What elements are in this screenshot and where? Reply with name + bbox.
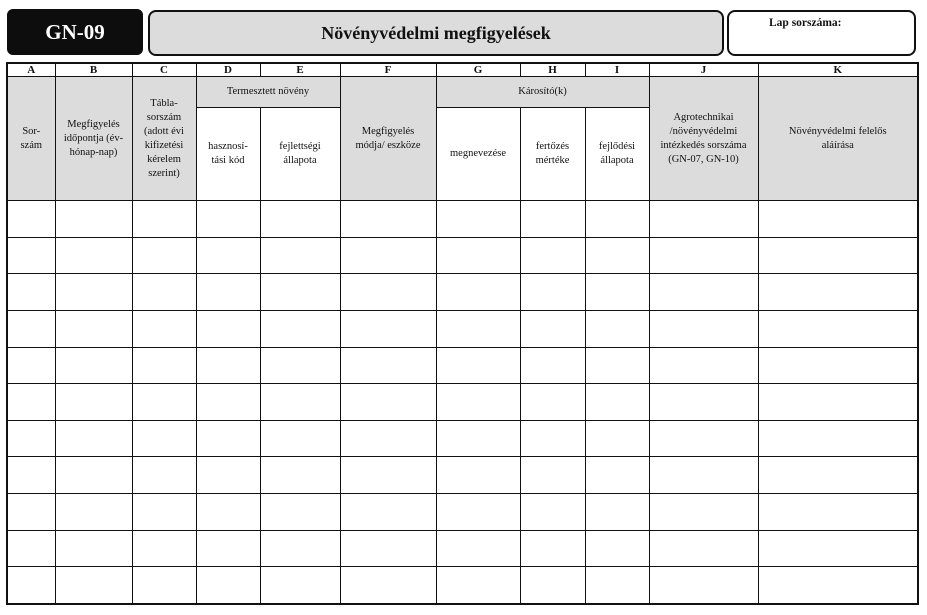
table-cell[interactable]	[520, 420, 585, 457]
table-cell[interactable]	[649, 347, 758, 384]
table-cell[interactable]	[196, 420, 260, 457]
table-cell[interactable]	[260, 420, 340, 457]
header-infection-level: fertőzés mértéke	[520, 108, 585, 201]
header-parcel-number: Tábla- sorszám (adott évi kifizetési kérelem szerint)	[132, 77, 196, 201]
table-cell[interactable]	[436, 274, 520, 311]
table-cell[interactable]	[649, 201, 758, 238]
table-cell[interactable]	[7, 274, 55, 311]
header-pest-name: megnevezése	[436, 108, 520, 201]
observations-table	[6, 62, 919, 605]
header-row-number: Sor- szám	[7, 77, 55, 201]
column-letter: B	[55, 63, 132, 77]
table-cell[interactable]	[436, 347, 520, 384]
table-cell[interactable]	[436, 494, 520, 531]
table-cell[interactable]	[649, 494, 758, 531]
table-cell[interactable]	[585, 457, 649, 494]
column-letter: G	[436, 63, 520, 77]
table-cell[interactable]	[340, 347, 436, 384]
table-cell[interactable]	[260, 201, 340, 238]
table-cell[interactable]	[758, 274, 918, 311]
table-cell[interactable]	[436, 237, 520, 274]
table-cell[interactable]	[7, 384, 55, 421]
column-letter: E	[260, 63, 340, 77]
table-cell[interactable]	[196, 384, 260, 421]
table-cell[interactable]	[260, 530, 340, 567]
table-cell[interactable]	[758, 310, 918, 347]
table-cell[interactable]	[520, 201, 585, 238]
table-cell[interactable]	[132, 494, 196, 531]
table-cell[interactable]	[55, 310, 132, 347]
table-cell[interactable]	[7, 420, 55, 457]
table-row	[7, 237, 918, 274]
table-cell[interactable]	[758, 530, 918, 567]
table-cell[interactable]	[55, 201, 132, 238]
table-cell[interactable]	[436, 420, 520, 457]
table-cell[interactable]	[585, 567, 649, 604]
table-cell[interactable]	[260, 274, 340, 311]
table-cell[interactable]	[260, 310, 340, 347]
table-cell[interactable]	[758, 347, 918, 384]
table-cell[interactable]	[260, 347, 340, 384]
table-cell[interactable]	[340, 567, 436, 604]
table-cell[interactable]	[196, 201, 260, 238]
column-letter: D	[196, 63, 260, 77]
table-cell[interactable]	[436, 384, 520, 421]
table-cell[interactable]	[55, 457, 132, 494]
table-cell[interactable]	[340, 457, 436, 494]
table-cell[interactable]	[260, 237, 340, 274]
table-cell[interactable]	[132, 274, 196, 311]
header-observation-date: Megfigyelés időpontja (év- hónap-nap)	[55, 77, 132, 201]
table-cell[interactable]	[758, 457, 918, 494]
table-cell[interactable]	[55, 567, 132, 604]
table-cell[interactable]	[585, 494, 649, 531]
table-cell[interactable]	[585, 201, 649, 238]
table-cell[interactable]	[340, 237, 436, 274]
table-cell[interactable]	[649, 384, 758, 421]
header-pest-group: Károsító(k)	[436, 77, 649, 108]
table-cell[interactable]	[436, 201, 520, 238]
table-row	[7, 274, 918, 311]
table-row	[7, 494, 918, 531]
table-cell[interactable]	[520, 457, 585, 494]
table-cell[interactable]	[520, 530, 585, 567]
table-cell[interactable]	[132, 530, 196, 567]
table-cell[interactable]	[520, 384, 585, 421]
table-row	[7, 310, 918, 347]
table-row	[7, 530, 918, 567]
form-code: GN-09	[45, 19, 105, 44]
table-cell[interactable]	[132, 310, 196, 347]
table-body	[7, 201, 918, 605]
table-row	[7, 457, 918, 494]
table-cell[interactable]	[132, 420, 196, 457]
table-cell[interactable]	[196, 237, 260, 274]
table-cell[interactable]	[436, 310, 520, 347]
table-cell[interactable]	[196, 567, 260, 604]
column-letter: A	[7, 63, 55, 77]
table-row	[7, 201, 918, 238]
table-cell[interactable]	[55, 274, 132, 311]
table-cell[interactable]	[260, 494, 340, 531]
table-row	[7, 567, 918, 604]
header-crop-stage: fejlettségi állapota	[260, 108, 340, 201]
table-cell[interactable]	[340, 384, 436, 421]
table-cell[interactable]	[260, 384, 340, 421]
table-cell[interactable]	[196, 457, 260, 494]
table-cell[interactable]	[7, 567, 55, 604]
table-row	[7, 347, 918, 384]
table-cell[interactable]	[520, 237, 585, 274]
table-cell[interactable]	[260, 457, 340, 494]
table-cell[interactable]	[649, 567, 758, 604]
table-cell[interactable]	[649, 457, 758, 494]
table-cell[interactable]	[7, 347, 55, 384]
table-cell[interactable]	[55, 347, 132, 384]
table-cell[interactable]	[55, 420, 132, 457]
table-cell[interactable]	[7, 310, 55, 347]
table-cell[interactable]	[585, 530, 649, 567]
table-cell[interactable]	[55, 237, 132, 274]
table-cell[interactable]	[340, 310, 436, 347]
table-cell[interactable]	[55, 494, 132, 531]
table-cell[interactable]	[340, 530, 436, 567]
table-cell[interactable]	[7, 201, 55, 238]
table-cell[interactable]	[585, 237, 649, 274]
table-cell[interactable]	[132, 384, 196, 421]
table-cell[interactable]	[649, 274, 758, 311]
table-cell[interactable]	[55, 530, 132, 567]
table-cell[interactable]	[585, 274, 649, 311]
column-letter: I	[585, 63, 649, 77]
header-usage-code: hasznosí- tási kód	[196, 108, 260, 201]
table-cell[interactable]	[520, 347, 585, 384]
table-cell[interactable]	[520, 310, 585, 347]
table-cell[interactable]	[649, 310, 758, 347]
table-cell[interactable]	[758, 567, 918, 604]
form-code-badge	[7, 9, 143, 55]
table-cell[interactable]	[649, 530, 758, 567]
table-cell[interactable]	[520, 567, 585, 604]
table-cell[interactable]	[585, 384, 649, 421]
table-cell[interactable]	[436, 457, 520, 494]
sheet-number-label: Lap sorszáma:	[769, 17, 842, 29]
table-cell[interactable]	[132, 347, 196, 384]
table-cell[interactable]	[758, 384, 918, 421]
table-cell[interactable]	[7, 457, 55, 494]
table-cell[interactable]	[340, 274, 436, 311]
table-cell[interactable]	[132, 567, 196, 604]
table-cell[interactable]	[340, 420, 436, 457]
table-row	[7, 420, 918, 457]
table-cell[interactable]	[585, 420, 649, 457]
table-cell[interactable]	[196, 494, 260, 531]
table-cell[interactable]	[649, 420, 758, 457]
form-title: Növényvédelmi megfigyelések	[321, 22, 551, 43]
table-row	[7, 384, 918, 421]
header-intervention-number: Agrotechnikai /növényvédelmi intézkedés sorszáma (GN-07, GN-10)	[649, 77, 758, 201]
table-cell[interactable]	[196, 530, 260, 567]
table-cell[interactable]	[7, 237, 55, 274]
table-cell[interactable]	[758, 494, 918, 531]
header-crop-group: Termesztett növény	[196, 77, 340, 108]
table-cell[interactable]	[436, 530, 520, 567]
table-cell[interactable]	[132, 201, 196, 238]
column-letter: F	[340, 63, 436, 77]
form-title-box	[148, 10, 724, 56]
header-signature: Növényvédelmi felelős aláírása	[758, 77, 918, 201]
table-cell[interactable]	[196, 310, 260, 347]
sheet-number-box[interactable]	[727, 10, 916, 56]
table-cell[interactable]	[55, 384, 132, 421]
table-cell[interactable]	[260, 567, 340, 604]
table-cell[interactable]	[649, 237, 758, 274]
column-letter-row	[7, 63, 918, 77]
column-letter: C	[132, 63, 196, 77]
header-observation-method: Megfigyelés módja/ eszköze	[340, 77, 436, 201]
table-cell[interactable]	[340, 494, 436, 531]
table-cell[interactable]	[132, 237, 196, 274]
table-cell[interactable]	[585, 347, 649, 384]
table-cell[interactable]	[7, 494, 55, 531]
table-cell[interactable]	[585, 310, 649, 347]
table-cell[interactable]	[520, 494, 585, 531]
table-cell[interactable]	[132, 457, 196, 494]
table-cell[interactable]	[196, 274, 260, 311]
column-letter: K	[758, 63, 918, 77]
table-cell[interactable]	[520, 274, 585, 311]
header-row-1	[7, 77, 918, 108]
table-cell[interactable]	[436, 567, 520, 604]
table-cell[interactable]	[758, 237, 918, 274]
header-pest-stage: fejlődési állapota	[585, 108, 649, 201]
table-cell[interactable]	[758, 201, 918, 238]
table-cell[interactable]	[758, 420, 918, 457]
table-cell[interactable]	[340, 201, 436, 238]
column-letter: J	[649, 63, 758, 77]
table-cell[interactable]	[7, 530, 55, 567]
table-cell[interactable]	[196, 347, 260, 384]
column-letter: H	[520, 63, 585, 77]
